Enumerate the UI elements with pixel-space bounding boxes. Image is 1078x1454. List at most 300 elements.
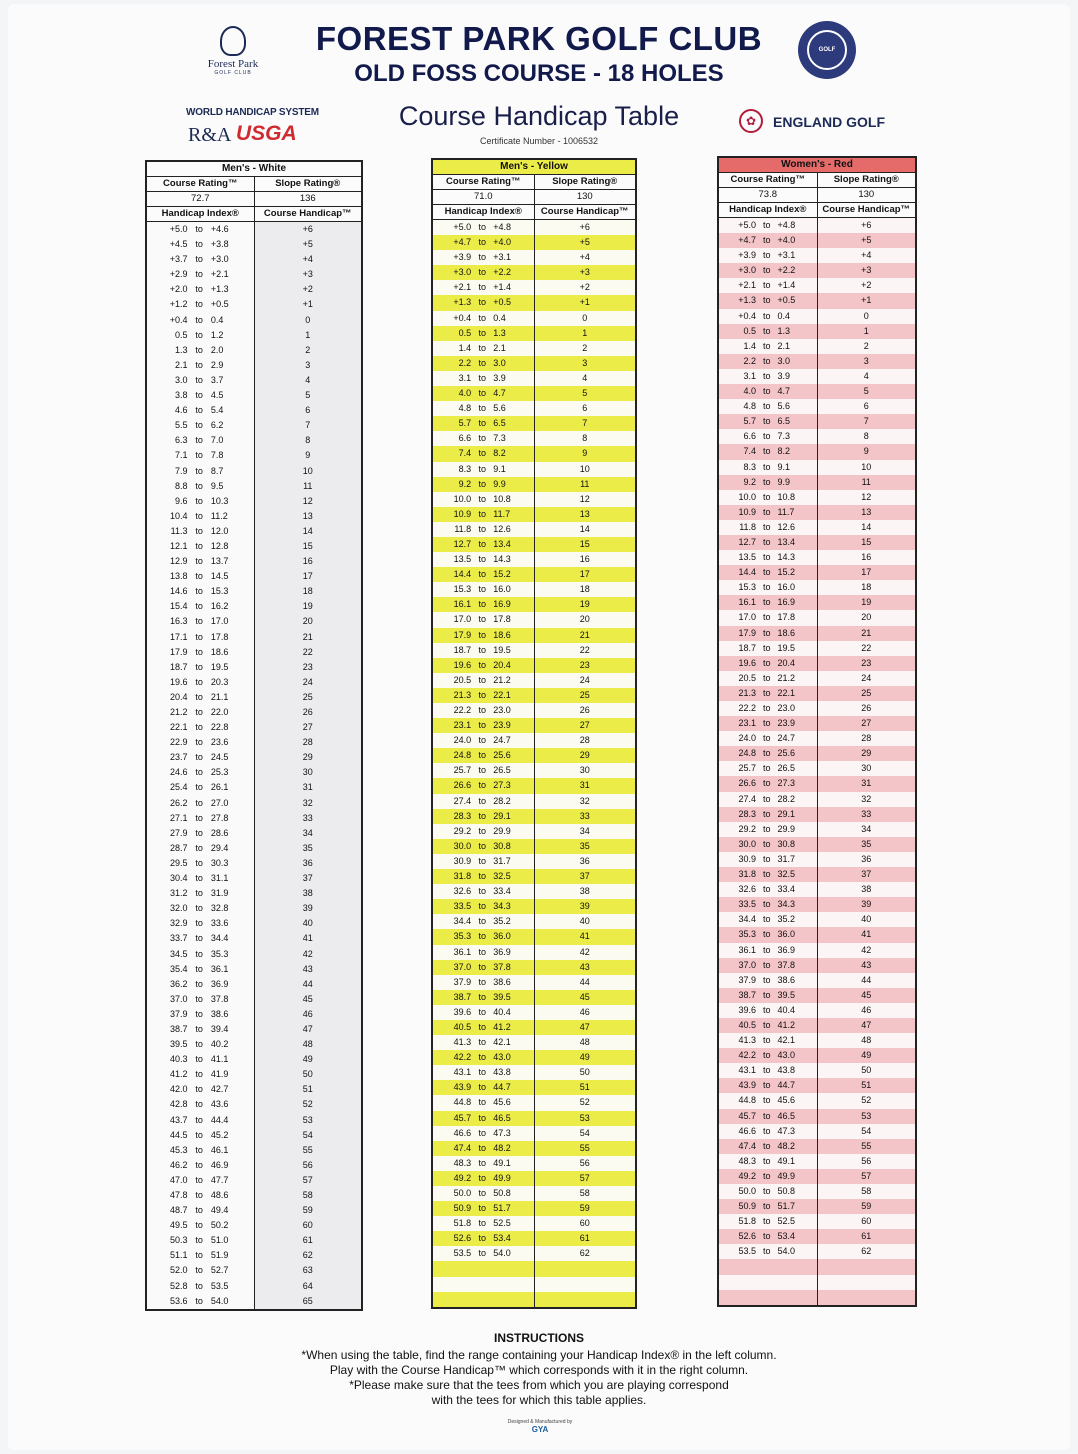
table-row <box>432 1261 636 1276</box>
index-from: 16.1 <box>738 597 757 608</box>
range-to: to <box>478 327 486 338</box>
range-to: to <box>763 476 771 487</box>
index-from: 13.5 <box>738 552 757 563</box>
table-row <box>718 943 916 958</box>
handicap-index-range <box>146 252 254 267</box>
range-to: to <box>195 450 203 461</box>
range-to: to <box>763 567 771 578</box>
course-handicap-value: 1 <box>534 326 636 341</box>
index-to: 26.5 <box>777 763 796 774</box>
handicap-index-range <box>146 1158 254 1173</box>
index-from: 30.9 <box>453 855 472 866</box>
course-handicap-value: 24 <box>254 675 362 690</box>
index-to: 34.3 <box>493 901 511 912</box>
range-to: to <box>478 946 486 957</box>
index-to: 44.4 <box>210 1114 229 1125</box>
table-row <box>146 584 362 599</box>
course-handicap-value: +4 <box>534 250 636 265</box>
index-to: 21.1 <box>210 691 229 702</box>
range-to: to <box>195 827 203 838</box>
usga-logo: USGA <box>236 122 297 145</box>
table-row <box>718 867 916 882</box>
rose-icon: ✿ <box>739 109 763 133</box>
range-to: to <box>478 342 486 353</box>
index-to: 52.7 <box>210 1265 229 1276</box>
index-from: 32.6 <box>738 884 757 895</box>
index-to: 3.0 <box>493 357 506 368</box>
handicap-index-range <box>146 1263 254 1278</box>
index-to: 38.6 <box>777 974 796 985</box>
range-to: to <box>763 386 771 397</box>
range-to: to <box>763 778 771 789</box>
handicap-index-range <box>718 731 817 746</box>
index-to: 41.2 <box>777 1019 796 1030</box>
index-to: 43.8 <box>493 1067 511 1078</box>
range-to: to <box>763 642 771 653</box>
table-row <box>718 656 916 671</box>
handicap-index-range <box>146 690 254 705</box>
handicap-index-range <box>146 1279 254 1294</box>
index-to: 44.7 <box>777 1080 796 1091</box>
index-to: +2.2 <box>493 267 512 278</box>
course-handicap-value: 33 <box>254 811 362 826</box>
range-to: to <box>195 933 203 944</box>
table-row <box>146 313 362 328</box>
table-row <box>146 1279 362 1294</box>
course-handicap-value: 43 <box>254 962 362 977</box>
course-handicap-value: 29 <box>817 746 916 761</box>
handicap-index-range <box>718 656 817 671</box>
index-to: 12.0 <box>210 525 229 536</box>
handicap-index-range <box>146 1173 254 1188</box>
course-handicap-value: 15 <box>817 535 916 550</box>
index-to: 3.0 <box>777 355 790 366</box>
handicap-index-range <box>432 492 534 507</box>
table-row <box>718 973 916 988</box>
index-to: 31.7 <box>777 853 796 864</box>
table-row <box>718 641 916 656</box>
index-to: 54.0 <box>210 1295 229 1306</box>
table-row <box>146 735 362 750</box>
range-to: to <box>195 1235 203 1246</box>
course-handicap-value: 4 <box>534 371 636 386</box>
index-from: 3.1 <box>458 372 472 383</box>
index-from: 18.7 <box>169 661 188 672</box>
index-to: 14.5 <box>210 571 229 582</box>
course-handicap-value: 10 <box>254 464 362 479</box>
course-handicap-value: +6 <box>817 218 916 234</box>
course-handicap-value: 6 <box>254 403 362 418</box>
index-to: 5.4 <box>210 405 224 416</box>
index-from: 9.2 <box>458 478 472 489</box>
course-handicap-value: 27 <box>534 718 636 733</box>
course-handicap-value: 29 <box>534 748 636 763</box>
range-to: to <box>478 267 486 278</box>
course-handicap-value: 32 <box>254 796 362 811</box>
course-handicap-value: 51 <box>817 1078 916 1093</box>
course-handicap-value: 38 <box>817 882 916 897</box>
course-handicap-value: 33 <box>817 807 916 822</box>
handicap-index-range <box>432 552 534 567</box>
range-to: to <box>195 299 203 310</box>
index-from: 47.4 <box>738 1140 757 1151</box>
index-to: 0.4 <box>210 314 224 325</box>
course-handicap-value <box>534 1277 636 1292</box>
index-from: 7.4 <box>458 448 472 459</box>
index-to: 25.6 <box>777 748 796 759</box>
handicap-index-range <box>146 645 254 660</box>
course-handicap-value: 53 <box>817 1109 916 1124</box>
course-handicap-value: 51 <box>534 1080 636 1095</box>
handicap-index-range <box>146 1007 254 1022</box>
course-handicap-value: 43 <box>534 960 636 975</box>
index-from: 3.1 <box>743 370 757 381</box>
table-row <box>718 535 916 550</box>
table-row <box>718 1275 916 1290</box>
course-handicap-value: 8 <box>817 429 916 444</box>
range-to: to <box>195 540 203 551</box>
handicap-index-range <box>718 1048 817 1063</box>
index-to: 16.0 <box>777 582 796 593</box>
index-to: 11.7 <box>493 508 511 519</box>
index-to: 35.2 <box>777 914 796 925</box>
table-row <box>718 444 916 459</box>
index-from: 43.1 <box>738 1065 757 1076</box>
index-from: 34.4 <box>453 916 472 927</box>
handicap-index-range <box>718 973 817 988</box>
handicap-index-range <box>432 537 534 552</box>
index-from: +2.9 <box>169 269 188 280</box>
index-from: 37.0 <box>738 959 757 970</box>
index-from: 24.6 <box>169 767 188 778</box>
course-handicap-value: 47 <box>254 1022 362 1037</box>
range-to: to <box>195 1084 203 1095</box>
index-to: 10.3 <box>210 495 229 506</box>
table-row <box>146 1128 362 1143</box>
index-to: 51.0 <box>210 1235 229 1246</box>
handicap-index-range <box>718 233 817 248</box>
index-to: 4.7 <box>493 388 506 399</box>
index-from: 46.2 <box>169 1159 188 1170</box>
table-row <box>432 628 636 643</box>
course-handicap-value: 3 <box>817 354 916 369</box>
handicap-index-range <box>146 1188 254 1203</box>
handicap-index-range <box>146 554 254 569</box>
index-from: 33.7 <box>169 933 188 944</box>
range-to: to <box>195 556 203 567</box>
handicap-index-range <box>146 358 254 373</box>
instructions <box>0 1331 1078 1408</box>
handicap-index-range <box>718 444 817 459</box>
handicap-index-range <box>432 1171 534 1186</box>
course-handicap-value: 31 <box>254 780 362 795</box>
index-to: 37.8 <box>777 959 796 970</box>
index-from: 17.9 <box>738 627 757 638</box>
course-handicap-value: 47 <box>817 1018 916 1033</box>
course-handicap-value: 35 <box>817 837 916 852</box>
index-from: 50.9 <box>738 1201 757 1212</box>
course-handicap-value: 53 <box>534 1111 636 1126</box>
table-row <box>432 326 636 341</box>
course-handicap-value: 58 <box>534 1186 636 1201</box>
index-to: 52.5 <box>777 1216 796 1227</box>
table-row <box>432 960 636 975</box>
handicap-index-range <box>146 901 254 916</box>
course-handicap-value: 27 <box>817 716 916 731</box>
table-row <box>432 1231 636 1246</box>
index-from: 16.3 <box>169 616 188 627</box>
index-from: 15.3 <box>738 582 757 593</box>
range-to: to <box>763 1155 771 1166</box>
table-row <box>146 328 362 343</box>
index-to: 13.7 <box>210 556 229 567</box>
course-handicap-value: 59 <box>534 1201 636 1216</box>
index-to: 50.2 <box>210 1220 229 1231</box>
handicap-index-range <box>146 1233 254 1248</box>
index-to: 27.3 <box>777 778 796 789</box>
table-row <box>146 1037 362 1052</box>
index-from: 51.1 <box>169 1250 188 1261</box>
index-from: 10.4 <box>169 510 188 521</box>
handicap-index-range <box>718 1109 817 1124</box>
index-from: 48.3 <box>738 1155 757 1166</box>
handicap-index-range <box>718 550 817 565</box>
handicap-index-range <box>432 748 534 763</box>
handicap-index-range <box>432 446 534 461</box>
table-row <box>146 448 362 463</box>
handicap-index-range <box>432 899 534 914</box>
range-to: to <box>195 329 203 340</box>
index-to: 15.2 <box>493 569 511 580</box>
table-row <box>146 1248 362 1263</box>
handicap-index-range <box>146 599 254 614</box>
course-handicap-value: 28 <box>254 735 362 750</box>
handicap-index-range <box>718 535 817 550</box>
index-to: 51.7 <box>777 1201 796 1212</box>
table-row <box>718 822 916 837</box>
course-handicap-value: 46 <box>534 1005 636 1020</box>
table-title-cell: Men's - White <box>146 161 362 177</box>
index-from: 39.5 <box>169 1039 188 1050</box>
index-to: 53.4 <box>493 1233 511 1244</box>
course-handicap-value: 0 <box>534 311 636 326</box>
table-row <box>146 418 362 433</box>
index-to: 44.7 <box>493 1082 511 1093</box>
index-from: +2.1 <box>738 280 757 291</box>
range-to: to <box>195 435 203 446</box>
handicap-index-range <box>718 309 817 324</box>
course-handicap-value: 50 <box>534 1065 636 1080</box>
course-handicap-value: 4 <box>817 369 916 384</box>
course-handicap-value: 20 <box>817 610 916 625</box>
range-to: to <box>478 614 486 625</box>
index-from: 0.5 <box>743 325 757 336</box>
index-to: 29.1 <box>777 808 796 819</box>
index-from: 22.2 <box>453 705 472 715</box>
range-to: to <box>763 718 771 729</box>
slope-rating-label: Slope Rating® <box>817 173 916 188</box>
whs-label: WORLD HANDICAP SYSTEM <box>186 107 319 118</box>
course-handicap-value: 32 <box>817 792 916 807</box>
handicap-index-range <box>432 235 534 250</box>
index-from: 52.0 <box>169 1265 188 1276</box>
course-handicap-value: 40 <box>254 916 362 931</box>
index-from: 11.8 <box>739 521 757 532</box>
index-to: 45.6 <box>493 1097 511 1108</box>
table-row <box>718 520 916 535</box>
handicap-index-range <box>432 1277 534 1292</box>
table-row <box>718 1063 916 1078</box>
index-from: 42.2 <box>453 1052 472 1063</box>
handicap-index-range <box>432 809 534 824</box>
index-from: 12.7 <box>453 538 472 549</box>
index-to: 43.0 <box>493 1052 511 1063</box>
course-handicap-value: +5 <box>254 237 362 252</box>
index-from: 38.7 <box>738 989 757 1000</box>
handicap-index-range <box>718 475 817 490</box>
table-row <box>718 505 916 520</box>
handicap-index-range <box>146 1248 254 1263</box>
table-row <box>718 339 916 354</box>
index-from: 37.9 <box>738 974 757 985</box>
handicap-index-range <box>718 490 817 505</box>
range-to: to <box>478 1067 486 1078</box>
handicap-index-range <box>146 765 254 780</box>
index-from: 17.0 <box>738 612 757 623</box>
handicap-index-range <box>432 763 534 778</box>
table-row <box>718 384 916 399</box>
course-handicap-value: 62 <box>254 1248 362 1263</box>
index-to: 39.5 <box>493 991 511 1002</box>
range-to: to <box>195 1280 203 1291</box>
index-to: 16.2 <box>210 601 229 612</box>
index-from: 33.5 <box>738 899 757 910</box>
course-handicap-value: 38 <box>254 886 362 901</box>
handicap-index-range <box>718 912 817 927</box>
handicap-index-range <box>146 222 254 238</box>
index-to: +3.1 <box>493 252 512 263</box>
range-to: to <box>478 463 486 474</box>
index-to: +3.0 <box>210 254 229 265</box>
index-to: +2.2 <box>777 265 796 276</box>
course-handicap-value: 65 <box>254 1294 362 1310</box>
range-to: to <box>763 733 771 744</box>
handicap-index-range <box>146 1218 254 1233</box>
index-to: 32.8 <box>210 903 229 914</box>
course-handicap-value: 24 <box>817 671 916 686</box>
handicap-index-range <box>146 856 254 871</box>
range-to: to <box>478 1006 486 1017</box>
course-handicap-value: 25 <box>534 688 636 703</box>
handicap-index-range <box>718 746 817 761</box>
course-handicap-value: 26 <box>254 705 362 720</box>
index-to: 36.1 <box>210 963 229 974</box>
range-to: to <box>195 571 203 582</box>
index-to: 13.4 <box>493 538 511 549</box>
table-row <box>432 688 636 703</box>
index-from: 37.9 <box>453 976 472 987</box>
index-to: 40.4 <box>777 1004 796 1015</box>
index-from: 30.9 <box>738 853 757 864</box>
index-from: 48.7 <box>169 1205 188 1216</box>
index-to: 46.1 <box>210 1144 229 1155</box>
index-to: 23.9 <box>777 718 796 729</box>
index-to: 49.4 <box>210 1205 229 1216</box>
table-row <box>432 718 636 733</box>
index-from: +2.1 <box>453 282 472 293</box>
index-from: 8.3 <box>458 463 472 474</box>
handicap-index-range <box>432 280 534 295</box>
handicap-index-range <box>718 248 817 263</box>
table-row <box>718 324 916 339</box>
range-to: to <box>195 1129 203 1140</box>
index-from: 4.0 <box>743 386 757 397</box>
handicap-index-range <box>146 992 254 1007</box>
handicap-index-range <box>432 250 534 265</box>
index-to: 15.2 <box>777 567 796 578</box>
table-row <box>718 233 916 248</box>
handicap-index-range <box>718 610 817 625</box>
course-handicap-value: +6 <box>254 222 362 238</box>
range-to: to <box>763 1125 771 1136</box>
course-handicap-value: 40 <box>817 912 916 927</box>
course-handicap-value: 3 <box>534 356 636 371</box>
index-to: +0.5 <box>777 295 796 306</box>
index-from: 29.2 <box>738 823 757 834</box>
course-handicap-value: +2 <box>254 282 362 297</box>
range-to: to <box>763 461 771 472</box>
index-from: 5.7 <box>743 416 757 427</box>
table-row <box>432 1005 636 1020</box>
table-row <box>718 414 916 429</box>
course-handicap-value: 10 <box>817 460 916 475</box>
range-to: to <box>478 840 486 851</box>
index-from: 23.7 <box>169 752 188 763</box>
course-handicap-value: 52 <box>534 1095 636 1110</box>
handicap-index-range <box>432 854 534 869</box>
index-to: 43.6 <box>210 1099 229 1110</box>
range-to: to <box>763 914 771 925</box>
range-to: to <box>763 808 771 819</box>
index-to: 46.5 <box>493 1112 511 1123</box>
table-row <box>432 824 636 839</box>
course-handicap-value: 46 <box>817 1003 916 1018</box>
range-to: to <box>195 918 203 929</box>
index-to: +0.5 <box>210 299 229 310</box>
handicap-index-range <box>432 507 534 522</box>
range-to: to <box>763 431 771 442</box>
course-handicap-value: 18 <box>254 584 362 599</box>
range-to: to <box>195 676 203 687</box>
index-from: 25.7 <box>453 765 472 776</box>
course-handicap-value: 15 <box>254 539 362 554</box>
table-row <box>718 701 916 716</box>
course-handicap-value: 15 <box>534 537 636 552</box>
table-row <box>718 912 916 927</box>
table-row <box>146 1233 362 1248</box>
handicap-index-range <box>718 958 817 973</box>
index-to: 24.7 <box>777 733 796 744</box>
index-to: 26.5 <box>493 765 511 776</box>
handicap-index-range <box>718 354 817 369</box>
course-handicap-value: 52 <box>817 1093 916 1108</box>
table-row <box>432 990 636 1005</box>
range-to: to <box>478 252 486 263</box>
range-to: to <box>478 599 486 610</box>
index-to: 36.9 <box>777 944 796 955</box>
handicap-index-range <box>146 1203 254 1218</box>
index-to: +2.1 <box>210 269 229 280</box>
